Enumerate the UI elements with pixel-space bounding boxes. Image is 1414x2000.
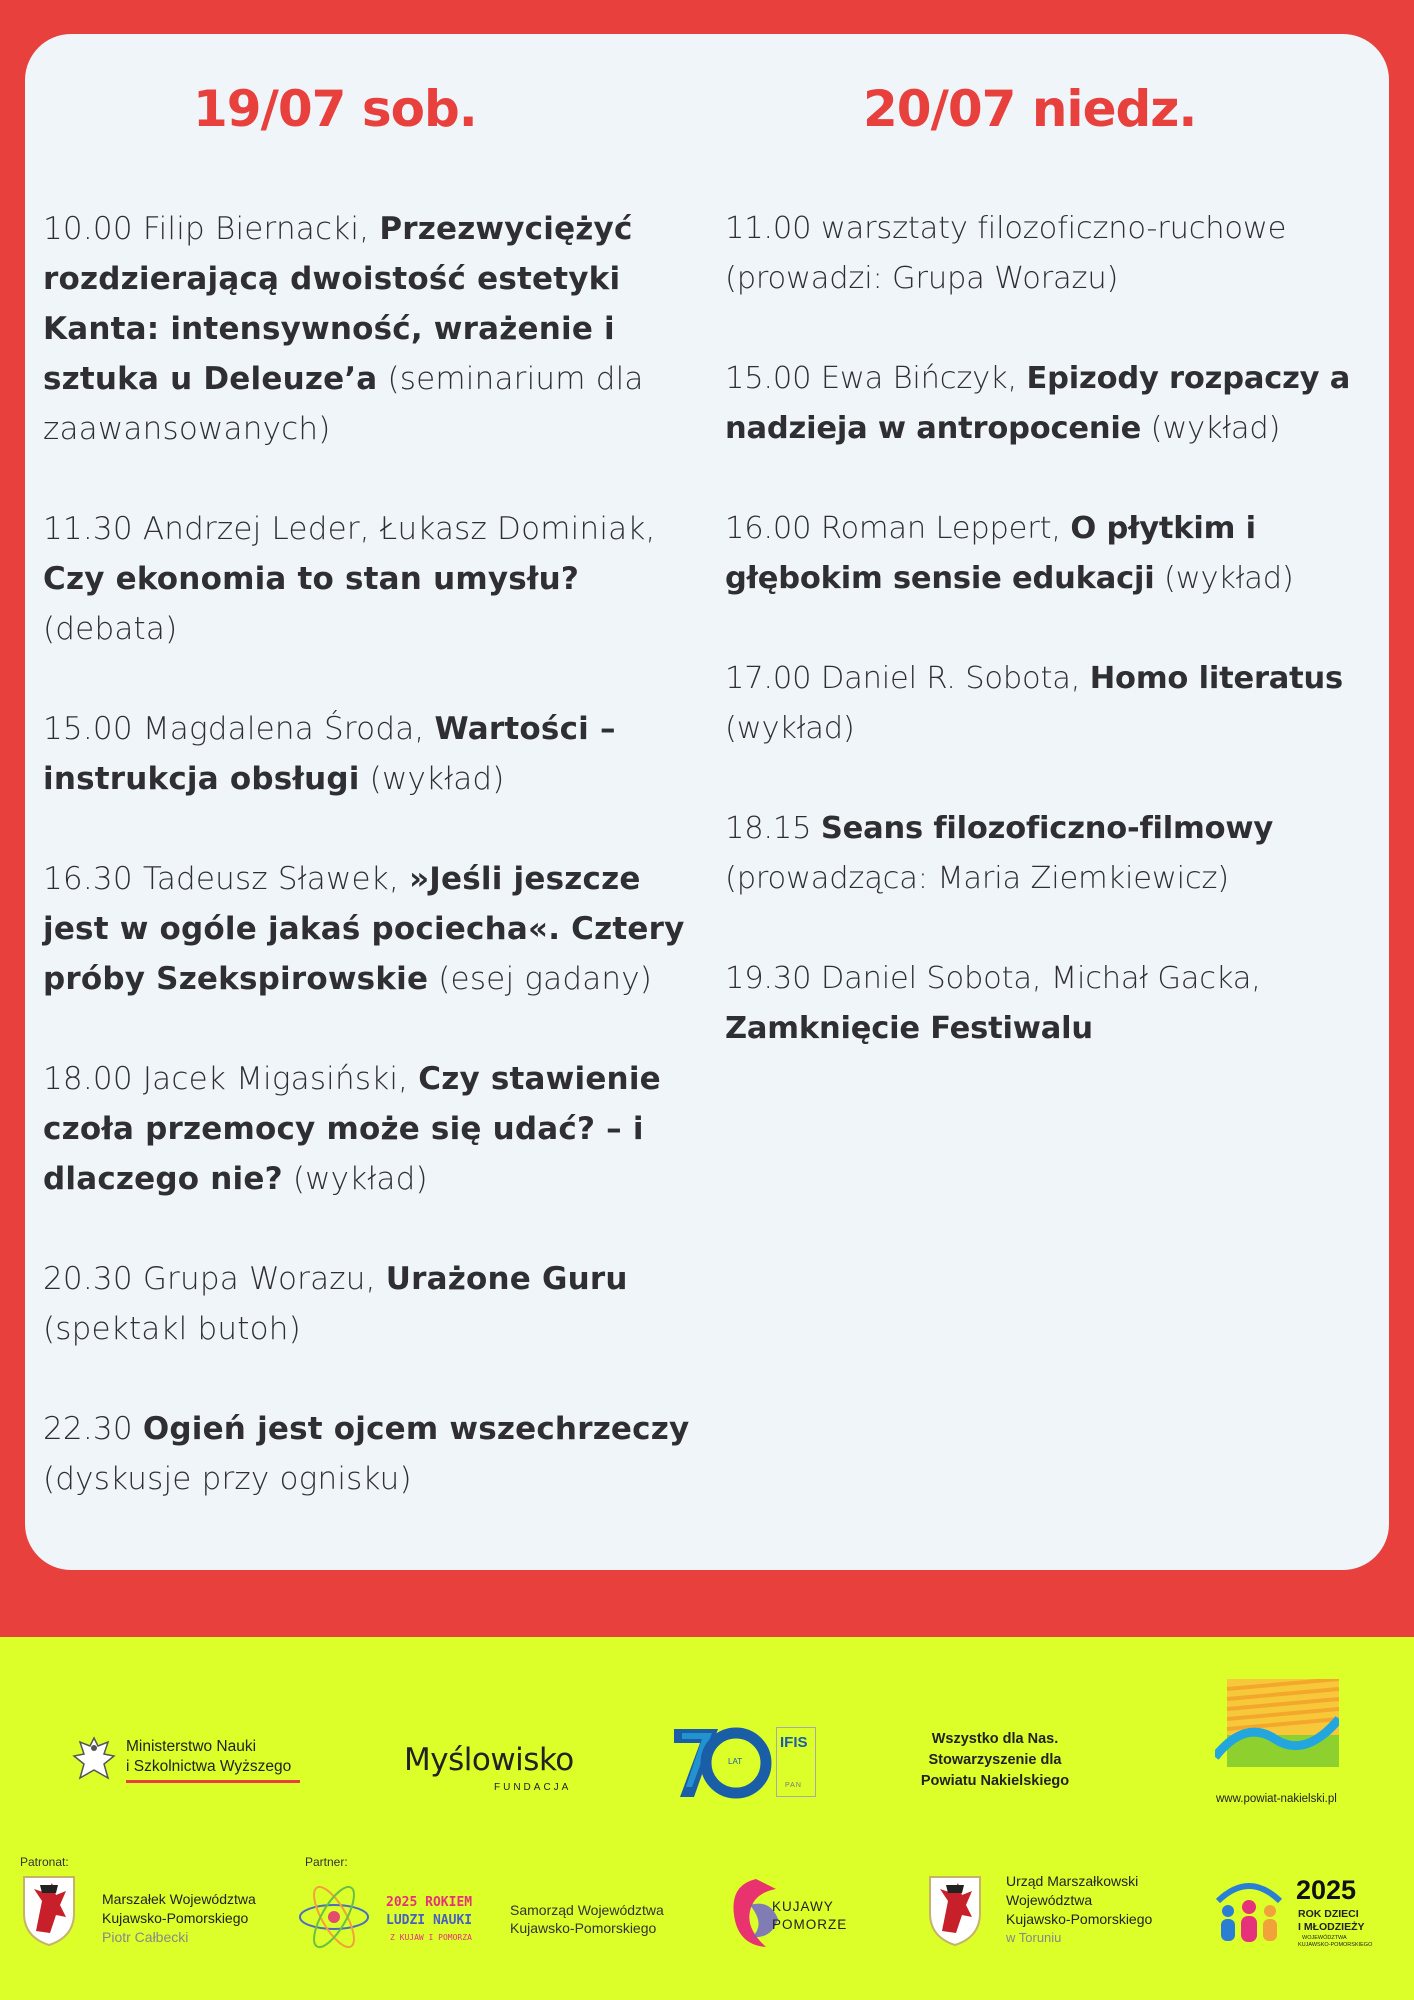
event-format: (wykład) bbox=[1164, 561, 1294, 596]
ministry-name-line2: i Szkolnictwa Wyższego bbox=[126, 1758, 292, 1775]
day-heading: 20/07 niedz. bbox=[863, 80, 1197, 138]
event-title: O płytkim i głębokim sensie edukacji bbox=[725, 511, 1256, 596]
event-speakers: Roman Leppert, bbox=[820, 511, 1061, 546]
powiat-url: www.powiat-nakielski.pl bbox=[1216, 1793, 1337, 1805]
eagle-emblem-icon bbox=[72, 1734, 116, 1786]
event-format: (wykład) bbox=[369, 761, 505, 797]
event-time: 17.00 bbox=[725, 661, 812, 696]
event-time: 18.15 bbox=[725, 811, 812, 846]
event-entry bbox=[43, 704, 703, 804]
samorzad-logo bbox=[510, 1901, 690, 1941]
children-figures-icon bbox=[1212, 1877, 1286, 1951]
event-entry bbox=[725, 504, 1365, 604]
kujawy-line2: POMORZE bbox=[772, 1917, 848, 1932]
ifis-70-logo bbox=[672, 1725, 822, 1803]
event-speakers: warsztaty filozoficzno-ruchowe (prowadzi: Grupa Worazu) bbox=[725, 211, 1287, 296]
event-speakers: Grupa Worazu, bbox=[142, 1261, 376, 1297]
urzad-line2: Województwa bbox=[1006, 1892, 1093, 1908]
event-title: Czy ekonomia to stan umysłu? bbox=[43, 561, 580, 597]
rokiem-line2: LUDZI NAUKI bbox=[386, 1913, 473, 1928]
event-time: 22.30 bbox=[43, 1411, 133, 1447]
event-list bbox=[725, 204, 1365, 1104]
event-entry bbox=[43, 204, 703, 454]
powiat-nakielski-logo bbox=[1205, 1679, 1345, 1809]
atom-icon bbox=[296, 1879, 372, 1955]
event-format: (prowadząca: Maria Ziemkiewicz) bbox=[725, 861, 1229, 896]
event-speakers: Daniel Sobota, Michał Gacka, bbox=[820, 961, 1261, 996]
event-title: Homo literatus bbox=[1089, 661, 1344, 696]
event-time: 15.00 bbox=[43, 711, 133, 747]
event-time: 19.30 bbox=[725, 961, 812, 996]
event-entry bbox=[43, 504, 703, 654]
wszystko-line1: Wszystko dla Nas. bbox=[931, 1731, 1059, 1747]
wszystko-line3: Powiatu Nakielskiego bbox=[920, 1773, 1070, 1789]
event-speakers: Ewa Bińczyk, bbox=[820, 361, 1017, 396]
event-time: 18.00 bbox=[43, 1061, 133, 1097]
griffin-crest-icon bbox=[926, 1873, 984, 1947]
urzad-line1: Urząd Marszałkowski bbox=[1006, 1873, 1139, 1889]
event-title: »Jeśli jeszcze jest w ogóle jakaś pociecha«. Cztery próby Szekspirowskie bbox=[43, 861, 685, 997]
wszystko-dla-nas-logo bbox=[900, 1729, 1090, 1799]
event-entry bbox=[725, 354, 1365, 454]
event-title: Urażone Guru bbox=[385, 1261, 628, 1297]
event-list bbox=[43, 204, 703, 1554]
event-entry bbox=[725, 804, 1365, 904]
event-speakers: Tadeusz Sławek, bbox=[142, 861, 400, 897]
event-time: 11.00 bbox=[725, 211, 812, 246]
rokiem-ludzi-nauki-logo bbox=[296, 1879, 486, 1959]
event-entry bbox=[725, 204, 1365, 304]
event-format: (esej gadany) bbox=[438, 961, 653, 997]
marszalek-line1: Marszałek Województwa bbox=[102, 1891, 256, 1907]
event-speakers: Filip Biernacki, bbox=[142, 211, 370, 247]
rok-dzieci-year: 2025 bbox=[1296, 1875, 1357, 1905]
event-time: 10.00 bbox=[43, 211, 133, 247]
event-entry bbox=[43, 1054, 703, 1204]
event-title: Zamknięcie Festiwalu bbox=[725, 1011, 1093, 1046]
event-title: Wartości – instrukcja obsługi bbox=[43, 711, 616, 797]
event-format: (spektakl butoh) bbox=[43, 1311, 301, 1347]
event-time: 16.30 bbox=[43, 861, 133, 897]
ifis-lat: LAT bbox=[728, 1757, 743, 1766]
event-time: 20.30 bbox=[43, 1261, 133, 1297]
patronat-label: Patronat: bbox=[20, 1855, 69, 1869]
rok-dzieci-line4: KUJAWSKO-POMORSKIEGO bbox=[1298, 1942, 1373, 1948]
marszalek-line2: Kujawsko-Pomorskiego bbox=[102, 1910, 249, 1926]
event-speakers: Daniel R. Sobota, bbox=[820, 661, 1081, 696]
event-title: Seans filozoficzno-filmowy bbox=[820, 811, 1274, 846]
ministry-name-line1: Ministerstwo Nauki bbox=[126, 1738, 257, 1755]
kujawy-pomorze-logo bbox=[726, 1875, 866, 1955]
event-entry bbox=[43, 854, 703, 1004]
sponsor-footer bbox=[0, 1637, 1414, 2000]
ministry-underline bbox=[126, 1780, 300, 1783]
rokiem-line1: 2025 ROKIEM bbox=[386, 1895, 473, 1910]
event-title: Przezwyciężyć rozdzierającą dwoistość estetyki Kanta: intensywność, wrażenie i sztuka u Deleuze’a bbox=[43, 211, 633, 397]
partner-label: Partner: bbox=[305, 1855, 348, 1869]
event-title: Epizody rozpaczy a nadzieja w antropocenie bbox=[725, 361, 1351, 446]
rok-dzieci-line2: I MŁODZIEŻY bbox=[1298, 1921, 1365, 1933]
event-time: 11.30 bbox=[43, 511, 133, 547]
urzad-line4: w Toruniu bbox=[1006, 1930, 1062, 1945]
marszalek-line3: Piotr Całbecki bbox=[102, 1929, 189, 1945]
samorzad-line1: Samorząd Województwa bbox=[510, 1902, 664, 1918]
kujawy-line1: KUJAWY bbox=[772, 1899, 834, 1914]
rokiem-line3: Z KUJAW I POMORZA bbox=[390, 1933, 472, 1942]
seventy-years-icon bbox=[672, 1725, 772, 1801]
event-format: (seminarium dla zaawansowanych) bbox=[43, 361, 644, 447]
myslowisko-sub: FUNDACJA bbox=[494, 1782, 572, 1793]
ifis-pan: PAN bbox=[785, 1782, 802, 1789]
event-title: Czy stawienie czoła przemocy może się udać? – i dlaczego nie? bbox=[43, 1061, 661, 1197]
ministry-logo bbox=[72, 1734, 312, 1792]
program-card bbox=[25, 34, 1389, 1570]
ifis-text: IFIS bbox=[780, 1734, 808, 1751]
ifis-box bbox=[776, 1727, 816, 1797]
event-time: 16.00 bbox=[725, 511, 812, 546]
day-heading: 19/07 sob. bbox=[193, 80, 477, 138]
urzad-line3: Kujawsko-Pomorskiego bbox=[1006, 1911, 1153, 1927]
myslowisko-logo bbox=[404, 1742, 584, 1800]
event-time: 15.00 bbox=[725, 361, 812, 396]
event-format: (dyskusje przy ognisku) bbox=[43, 1461, 412, 1497]
event-speakers: Magdalena Środa, bbox=[142, 711, 425, 747]
event-entry bbox=[725, 954, 1365, 1054]
urzad-marszalkowski-logo bbox=[926, 1873, 1176, 1953]
event-speakers: Jacek Migasiński, bbox=[142, 1061, 409, 1097]
event-format: (wykład) bbox=[725, 711, 855, 746]
rok-dzieci-line3: WOJEWÓDZTWA bbox=[1302, 1935, 1347, 1941]
griffin-crest-icon bbox=[20, 1873, 78, 1947]
marszalek-logo bbox=[20, 1873, 280, 1953]
rok-dzieci-logo bbox=[1212, 1875, 1384, 1955]
event-entry bbox=[43, 1404, 703, 1504]
event-format: (wykład) bbox=[292, 1161, 428, 1197]
wszystko-line2: Stowarzyszenie dla bbox=[928, 1752, 1062, 1768]
powiat-emblem-icon bbox=[1215, 1679, 1339, 1779]
event-title: Ogień jest ojcem wszechrzeczy bbox=[142, 1411, 690, 1447]
myslowisko-name: Myślowisko bbox=[404, 1742, 574, 1778]
event-format: (wykład) bbox=[1150, 411, 1281, 446]
event-entry bbox=[43, 1254, 703, 1354]
event-format: (debata) bbox=[43, 611, 178, 647]
event-speakers: Andrzej Leder, Łukasz Dominiak, bbox=[142, 511, 656, 547]
samorzad-line2: Kujawsko-Pomorskiego bbox=[510, 1920, 657, 1936]
rok-dzieci-line1: ROK DZIECI bbox=[1298, 1908, 1359, 1920]
event-entry bbox=[725, 654, 1365, 754]
